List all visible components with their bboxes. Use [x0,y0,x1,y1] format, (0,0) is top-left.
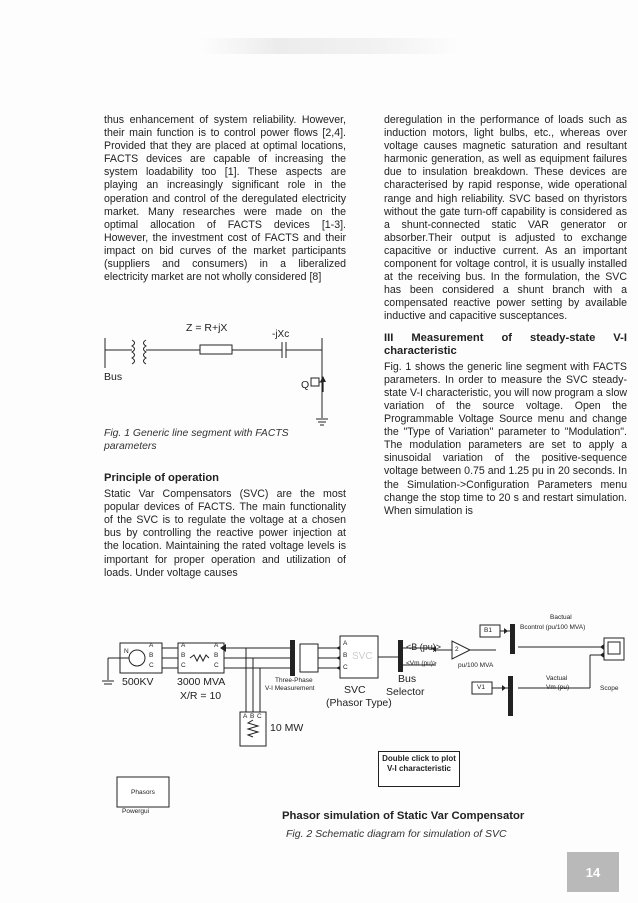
intro-paragraph: thus enhancement of system reliability. However, their main function is to control power flows [2,4]. Provided that they are placed at optimal locations, FACTS devices are capable of increasing the system loadability too [1]. These aspects are playing an increasingly significant role in the operation and control of the deregulated electricity market. Many researches were made on the optimal allocation of FACTS devices [1-3]. However, the investment cost of FACTS and their impact on bid curves of the market participants (suppliers and consumers) in a liberalized electricity market are not wholly considered [8] [104,114,346,284]
measurement-label-1: Three-Phase [275,677,313,684]
impedance-port-in-b: B [181,652,186,659]
svc-label: SVC [344,684,366,696]
bactual-label: Bactual [550,614,572,621]
bus-label: Bus [398,673,417,685]
right-paragraph-2: Fig. 1 shows the generic line segment with FACTS parameters. In order to measure the SVC steady-state V-I characteristic, you will now program a slow variation of the source voltage. Open the Programmable Voltage Source menu and change the "Type of Variation" parameter to "Modulation". The modulation parameters are set to apply a sinusoidal variation of the positive-sequence voltage between 0.75 and 1.25 pu in 20 seconds. In the Simulation->Configuration Parameters menu change the stop time to 20 s and restart simulation. When simulation is [384,360,627,517]
gain-label: 2 [455,646,459,653]
bcontrol-label: Bcontrol (pu/100 MVA) [520,624,586,631]
selector-label: Selector [386,686,425,698]
svc-port-c: C [343,664,348,671]
vactual-label: Vactual [546,675,568,682]
source-port-n: N [124,648,129,655]
scope-label: Scope [600,685,619,692]
fig1-bus-label: Bus [104,371,123,383]
impedance-port-in-a: A [181,642,186,649]
impedance-port-out-b: B [214,652,219,659]
bus-selector-b: <B (pu)> [406,642,442,652]
double-click-button[interactable]: Double click to plot V-I characteristic [378,751,460,787]
fig2-caption: Fig. 2 Schematic diagram for simulation of SVC [286,828,507,840]
v1-tag: V1 [477,684,485,691]
phasor-type-label: (Phasor Type) [326,697,392,709]
page-number: 14 [567,852,619,892]
source-port-c: C [149,662,154,669]
fig1-impedance-label: Z = R+jX [186,322,228,334]
source-mva-label: 3000 MVA [177,676,226,688]
source-voltage-label: 500KV [122,676,154,688]
svc-port-a: A [343,640,348,647]
svc-port-b: B [343,652,348,659]
principle-heading: Principle of operation [104,472,219,484]
fig1-capacitor-label: -jXc [272,329,290,340]
fig1-q-label: Q [301,379,310,391]
svc-watermark: SVC [352,651,373,662]
vm-label: Vm (pu) [546,684,570,691]
pu-label: pu/100 MVA [458,662,494,669]
load-port-a: A [243,713,248,720]
load-label: 10 MW [270,722,304,734]
measurement-label-2: V-I Measurement [265,685,315,692]
source-port-a: A [149,642,154,649]
fig2-title: Phasor simulation of Static Var Compensator [282,810,525,822]
bus-selector-vm: <Vm (pu)> [406,660,437,667]
impedance-port-in-c: C [181,662,186,669]
source-port-b: B [149,652,154,659]
phasors-label: Phasors [131,789,155,796]
powergui-label: Powergui [122,808,150,815]
load-port-c: C [257,713,262,720]
right-paragraph-1: deregulation in the performance of loads such as induction motors, light bulbs, etc., whereas over voltage causes magnetic saturation and resultant harmonic generation, as well as equipment failures due to insulation breakdown. These devices are characterised by rapid response, wide operational range and high reliability. SVC based on thyristors without the gate turn-off capability is considered as a shunt-connected static VAR generator or absorber.Their output is adjusted to exchange capacitive or inductive current. As an important component for voltage control, it is usually installed at the receiving bus. In the formulation, the SVC has been considered a shunt branch with a compensated reactive power setting by available inductive and capacitive susceptances. [384,114,627,323]
impedance-port-out-c: C [214,662,219,669]
impedance-port-out-a: A [214,642,219,649]
measurement-heading: III Measurement of steady-state V-I characteristic [384,331,627,357]
b1-tag: B1 [484,627,492,634]
source-xr-label: X/R = 10 [180,690,222,702]
principle-paragraph: Static Var Compensators (SVC) are the most popular devices of FACTS. The main functionality of the SVC is to regulate the voltage at a chosen bus by controlling the reactive power injection at the location. Maintaining the rated voltage levels is important for proper operation and utilization of loads. Under voltage causes [104,488,346,579]
fig1-caption: Fig. 1 Generic line segment with FACTS parameters [104,428,289,452]
load-port-b: B [250,713,255,720]
